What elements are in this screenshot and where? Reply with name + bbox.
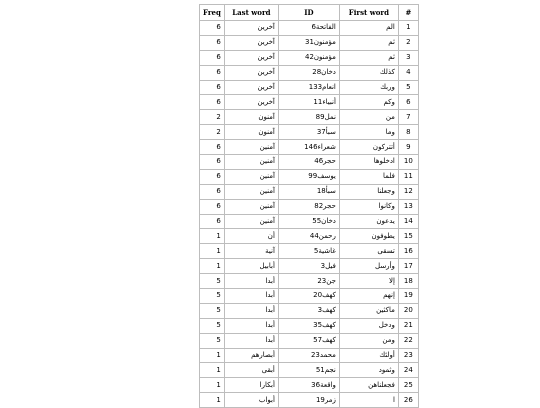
cell-first-word: وكم: [339, 95, 398, 110]
cell-last-word: آخرين: [224, 65, 278, 80]
cell-id: فيل3: [278, 259, 339, 274]
cell-number: 4: [398, 65, 418, 80]
table-row: [200, 259, 419, 274]
cell-first-word: ثم: [339, 50, 398, 65]
cell-last-word: آمنين: [224, 214, 278, 229]
cell-freq: 1: [200, 363, 225, 378]
cell-freq: 6: [200, 35, 225, 50]
cell-last-word: أبدا: [224, 318, 278, 333]
cell-first-word: تسقى: [339, 244, 398, 259]
cell-first-word: إلا: [339, 274, 398, 289]
cell-id: كهف20: [278, 289, 339, 304]
cell-id: سبأ18: [278, 184, 339, 199]
cell-number: 26: [398, 393, 418, 408]
cell-last-word: أبدا: [224, 333, 278, 348]
cell-first-word: وما: [339, 125, 398, 140]
cell-id: حجر46: [278, 155, 339, 170]
cell-last-word: أن: [224, 229, 278, 244]
table-row: [200, 393, 419, 408]
cell-first-word: إنهم: [339, 289, 398, 304]
header-last-word: Last word: [224, 5, 278, 21]
cell-last-word: آمنين: [224, 140, 278, 155]
table-row: [200, 184, 419, 199]
table-row: [200, 318, 419, 333]
cell-number: 3: [398, 50, 418, 65]
table-row: [200, 110, 419, 125]
cell-last-word: آخرين: [224, 80, 278, 95]
cell-id: رحمن44: [278, 229, 339, 244]
cell-id: حجر82: [278, 199, 339, 214]
table-row: [200, 378, 419, 393]
cell-number: 1: [398, 21, 418, 36]
table-row: [200, 303, 419, 318]
cell-id: نجم51: [278, 363, 339, 378]
cell-last-word: آخرين: [224, 35, 278, 50]
cell-number: 15: [398, 229, 418, 244]
cell-id: نمل89: [278, 110, 339, 125]
cell-first-word: يطوفون: [339, 229, 398, 244]
table-row: [200, 169, 419, 184]
cell-freq: 6: [200, 169, 225, 184]
cell-id: كهف3: [278, 303, 339, 318]
cell-id: شعراء146: [278, 140, 339, 155]
table-row: [200, 229, 419, 244]
cell-freq: 6: [200, 214, 225, 229]
cell-last-word: آخرين: [224, 21, 278, 36]
cell-last-word: أبصارهم: [224, 348, 278, 363]
table-row: [200, 348, 419, 363]
table-row: [200, 50, 419, 65]
cell-first-word: وكانوا: [339, 199, 398, 214]
cell-id: أنبياء11: [278, 95, 339, 110]
cell-last-word: أبواب: [224, 393, 278, 408]
table-row: [200, 244, 419, 259]
cell-last-word: آمنين: [224, 169, 278, 184]
table-row: [200, 125, 419, 140]
cell-number: 20: [398, 303, 418, 318]
table-row: [200, 80, 419, 95]
cell-last-word: أبقى: [224, 363, 278, 378]
cell-freq: 5: [200, 289, 225, 304]
cell-freq: 1: [200, 259, 225, 274]
cell-last-word: أبكارا: [224, 378, 278, 393]
cell-last-word: أبدا: [224, 303, 278, 318]
cell-freq: 2: [200, 125, 225, 140]
cell-freq: 1: [200, 348, 225, 363]
cell-first-word: ثم: [339, 35, 398, 50]
cell-id: يوسف99: [278, 169, 339, 184]
table-row: [200, 333, 419, 348]
cell-last-word: آمنين: [224, 155, 278, 170]
cell-id: دخان55: [278, 214, 339, 229]
cell-number: 24: [398, 363, 418, 378]
table-row: [200, 95, 419, 110]
cell-first-word: فجعلناهن: [339, 378, 398, 393]
cell-number: 7: [398, 110, 418, 125]
cell-first-word: الم: [339, 21, 398, 36]
cell-freq: 6: [200, 184, 225, 199]
cell-id: الفاتحة6: [278, 21, 339, 36]
cell-last-word: آخرين: [224, 95, 278, 110]
cell-first-word: ومن: [339, 333, 398, 348]
cell-first-word: وثمود: [339, 363, 398, 378]
cell-number: 8: [398, 125, 418, 140]
cell-number: 2: [398, 35, 418, 50]
table-row: [200, 155, 419, 170]
cell-freq: 5: [200, 333, 225, 348]
cell-id: مؤمنون31: [278, 35, 339, 50]
table-row: [200, 35, 419, 50]
cell-id: محمد23: [278, 348, 339, 363]
cell-first-word: وجعلنا: [339, 184, 398, 199]
cell-id: دخان28: [278, 65, 339, 80]
cell-freq: 1: [200, 244, 225, 259]
frequency-table: [199, 4, 419, 408]
cell-number: 18: [398, 274, 418, 289]
cell-first-word: ادخلوها: [339, 155, 398, 170]
cell-freq: 6: [200, 80, 225, 95]
cell-freq: 6: [200, 95, 225, 110]
cell-last-word: آنية: [224, 244, 278, 259]
cell-first-word: وربك: [339, 80, 398, 95]
cell-number: 25: [398, 378, 418, 393]
cell-last-word: آمنون: [224, 125, 278, 140]
cell-last-word: أبدا: [224, 274, 278, 289]
cell-last-word: آخرين: [224, 50, 278, 65]
cell-last-word: آمنين: [224, 184, 278, 199]
cell-number: 9: [398, 140, 418, 155]
cell-number: 17: [398, 259, 418, 274]
cell-last-word: آمنون: [224, 110, 278, 125]
table-row: [200, 214, 419, 229]
table-row: [200, 289, 419, 304]
cell-freq: 5: [200, 303, 225, 318]
table-row: [200, 199, 419, 214]
table-row: [200, 363, 419, 378]
header-number: #: [398, 5, 418, 21]
cell-id: كهف57: [278, 333, 339, 348]
cell-number: 6: [398, 95, 418, 110]
table-row: [200, 274, 419, 289]
cell-first-word: كذلك: [339, 65, 398, 80]
cell-first-word: أتتركون: [339, 140, 398, 155]
cell-freq: 6: [200, 199, 225, 214]
cell-id: كهف35: [278, 318, 339, 333]
cell-first-word: أولئك: [339, 348, 398, 363]
header-id: ID: [278, 5, 339, 21]
cell-number: 5: [398, 80, 418, 95]
header-first-word: First word: [339, 5, 398, 21]
cell-number: 22: [398, 333, 418, 348]
cell-freq: 1: [200, 393, 225, 408]
cell-number: 19: [398, 289, 418, 304]
cell-freq: 1: [200, 229, 225, 244]
cell-freq: 2: [200, 110, 225, 125]
cell-number: 16: [398, 244, 418, 259]
cell-number: 21: [398, 318, 418, 333]
cell-first-word: يدعون: [339, 214, 398, 229]
cell-last-word: أبدا: [224, 289, 278, 304]
cell-id: انعام133: [278, 80, 339, 95]
cell-freq: 6: [200, 155, 225, 170]
cell-id: سبأ37: [278, 125, 339, 140]
cell-first-word: ودخل: [339, 318, 398, 333]
cell-first-word: ماكثين: [339, 303, 398, 318]
cell-number: 10: [398, 155, 418, 170]
cell-id: مؤمنون42: [278, 50, 339, 65]
cell-freq: 6: [200, 50, 225, 65]
table-row: [200, 21, 419, 36]
cell-freq: 1: [200, 378, 225, 393]
cell-freq: 6: [200, 65, 225, 80]
cell-id: واقعة36: [278, 378, 339, 393]
cell-last-word: آمنين: [224, 199, 278, 214]
cell-first-word: ا: [339, 393, 398, 408]
cell-id: جن23: [278, 274, 339, 289]
cell-number: 11: [398, 169, 418, 184]
cell-id: زمر19: [278, 393, 339, 408]
cell-freq: 6: [200, 140, 225, 155]
cell-freq: 6: [200, 21, 225, 36]
header-freq: Freq: [200, 5, 225, 21]
cell-first-word: من: [339, 110, 398, 125]
cell-last-word: أبابيل: [224, 259, 278, 274]
cell-number: 14: [398, 214, 418, 229]
cell-first-word: فلما: [339, 169, 398, 184]
cell-freq: 5: [200, 318, 225, 333]
cell-number: 12: [398, 184, 418, 199]
table-row: [200, 65, 419, 80]
cell-number: 23: [398, 348, 418, 363]
cell-id: غاشية5: [278, 244, 339, 259]
cell-number: 13: [398, 199, 418, 214]
cell-first-word: وأرسل: [339, 259, 398, 274]
cell-freq: 5: [200, 274, 225, 289]
table-header-row: [200, 5, 419, 21]
table-row: [200, 140, 419, 155]
